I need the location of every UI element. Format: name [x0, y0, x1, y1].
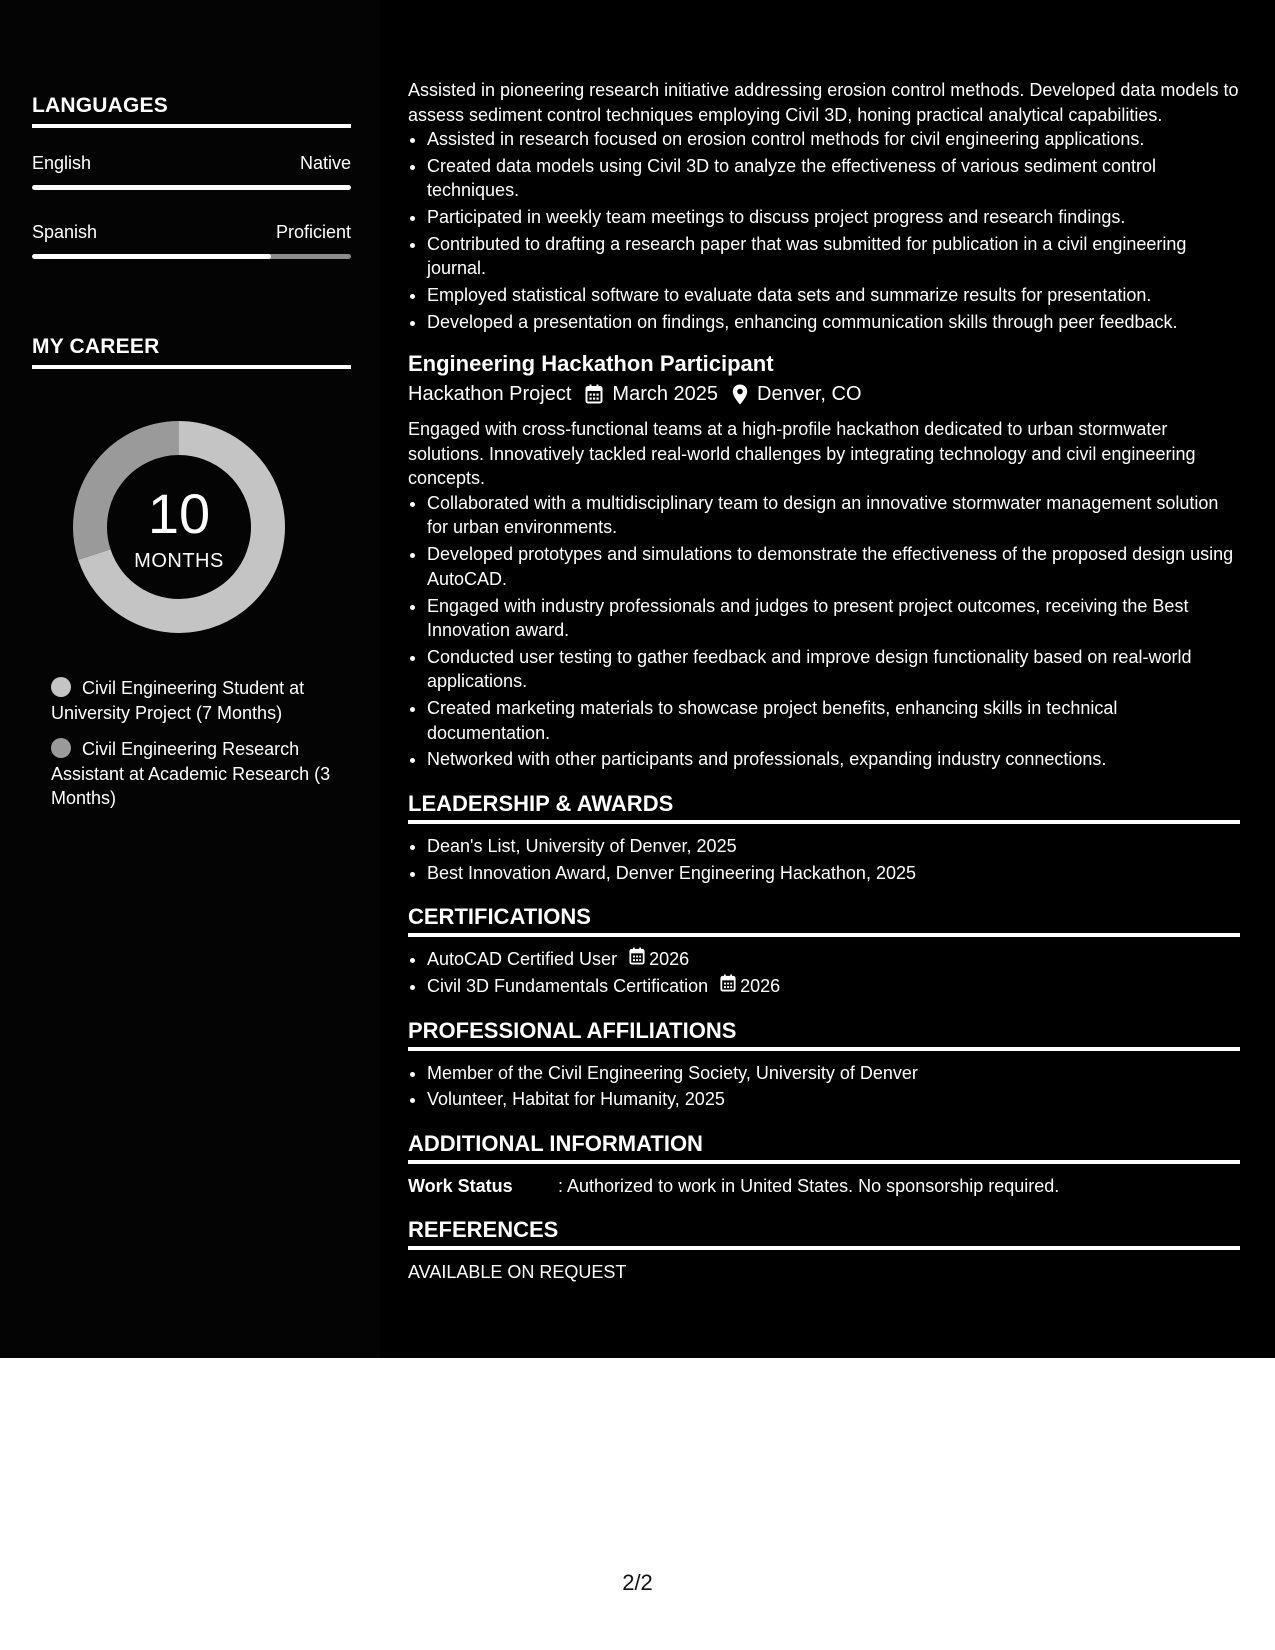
- work-status-value: : Authorized to work in United States. No sponsorship required.: [558, 1175, 1060, 1196]
- career-heading: MY CAREER: [32, 335, 351, 369]
- career-legend: [51, 676, 341, 823]
- job-title: Engineering Hackathon Participant: [408, 351, 774, 377]
- certification-item: [427, 947, 1240, 972]
- calendar-icon: [585, 384, 603, 404]
- list-item: • Participated in weekly team meetings to discuss project progress and research findings.: [427, 205, 1240, 230]
- leadership-heading: LEADERSHIP & AWARDS: [408, 790, 1240, 824]
- list-item: • Developed prototypes and simulations to demonstrate the effectiveness of the proposed design using AutoCAD.: [427, 542, 1240, 591]
- sidebar: [0, 0, 380, 1358]
- affiliations-heading: PROFESSIONAL AFFILIATIONS: [408, 1017, 1240, 1051]
- leadership-list: [408, 834, 1240, 885]
- research-summary: Assisted in pioneering research initiative addressing erosion control methods. Developed data models to assess sediment control techniques employing Civil 3D, honing practical analytical capabilities.: [408, 80, 1239, 125]
- references-heading: REFERENCES: [408, 1216, 1240, 1250]
- list-item: • Engaged with industry professionals and judges to present project outcomes, receiving the Best Innovation award.: [427, 594, 1240, 643]
- work-status-row: [408, 1174, 1240, 1198]
- language-name: English: [32, 153, 92, 173]
- list-item: • Volunteer, Habitat for Humanity, 2025: [427, 1087, 1240, 1112]
- page-number: 2/2: [622, 1570, 653, 1595]
- map-pin-icon: [732, 384, 748, 405]
- list-item: • Created data models using Civil 3D to analyze the effectiveness of various sediment control techniques.: [427, 154, 1240, 203]
- list-item: • Best Innovation Award, Denver Engineering Hackathon, 2025: [427, 861, 1240, 886]
- job-organization: Hackathon Project: [408, 383, 572, 406]
- career-total-unit: MONTHS: [134, 550, 224, 572]
- certifications-list: [408, 947, 1240, 998]
- job-meta: [408, 380, 1240, 408]
- languages-heading: LANGUAGES: [32, 94, 351, 128]
- career-donut-chart: [66, 414, 292, 640]
- list-item: • Conducted user testing to gather feedback and improve design functionality based on real-world applications.: [427, 645, 1240, 694]
- language-bar: [32, 185, 351, 190]
- language-bar-fill: [32, 254, 271, 259]
- list-item: • Created marketing materials to showcase project benefits, enhancing skills in technical documentation.: [427, 696, 1240, 745]
- additional-info-heading: ADDITIONAL INFORMATION: [408, 1130, 1240, 1164]
- hackathon-bullets: [408, 491, 1240, 772]
- work-status-label: Work Status: [408, 1175, 513, 1196]
- career-legend-item: [51, 737, 341, 811]
- career-legend-text: Civil Engineering Research Assistant at Academic Research (3 Months): [51, 739, 331, 808]
- job-location: Denver, CO: [757, 383, 862, 406]
- language-level: Proficient: [275, 222, 351, 242]
- research-bullets: [408, 127, 1240, 334]
- list-item: • Assisted in research focused on erosion control methods for civil engineering applications.: [427, 127, 1240, 152]
- certification-name: Civil 3D Fundamentals Certification: [427, 976, 709, 997]
- list-item: • Developed a presentation on findings, enhancing communication skills through peer feedback.: [427, 310, 1240, 335]
- career-legend-text: Civil Engineering Student at University Project (7 Months): [51, 678, 305, 723]
- certifications-heading: CERTIFICATIONS: [408, 903, 1240, 937]
- list-item: • Networked with other participants and professionals, expanding industry connections.: [427, 747, 1240, 772]
- certification-year: 2026: [649, 949, 690, 970]
- career-legend-item: [51, 676, 341, 725]
- list-item: • Contributed to drafting a research paper that was submitted for publication in a civil engineering journal.: [427, 232, 1240, 281]
- language-level: Native: [299, 153, 351, 173]
- language-bar: [32, 254, 351, 259]
- affiliations-list: [408, 1061, 1240, 1112]
- list-item: • Member of the Civil Engineering Society, University of Denver: [427, 1061, 1240, 1086]
- language-bar-fill: [32, 185, 351, 190]
- certification-name: AutoCAD Certified User: [427, 949, 618, 970]
- career-dot-icon: [51, 677, 71, 697]
- hackathon-summary: Engaged with cross-functional teams at a high-profile hackathon dedicated to urban stormwater solutions. Innovatively tackled real-world challenges by integrating technology and civil engineering concepts.: [408, 419, 1196, 489]
- calendar-icon: [629, 947, 649, 972]
- job-date: March 2025: [612, 383, 719, 406]
- references-text: AVAILABLE ON REQUEST: [408, 1261, 627, 1282]
- certification-item: [427, 974, 1240, 999]
- career-total-number: 10: [147, 482, 211, 545]
- main-content: [408, 78, 1240, 1284]
- language-name: Spanish: [32, 222, 98, 242]
- calendar-icon: [720, 974, 740, 999]
- list-item: • Collaborated with a multidisciplinary team to design an innovative stormwater management solution for urban environments.: [427, 491, 1240, 540]
- list-item: • Dean's List, University of Denver, 2025: [427, 834, 1240, 859]
- career-dot-icon: [51, 738, 71, 758]
- list-item: • Employed statistical software to evaluate data sets and summarize results for presentation.: [427, 283, 1240, 308]
- certification-year: 2026: [740, 976, 781, 997]
